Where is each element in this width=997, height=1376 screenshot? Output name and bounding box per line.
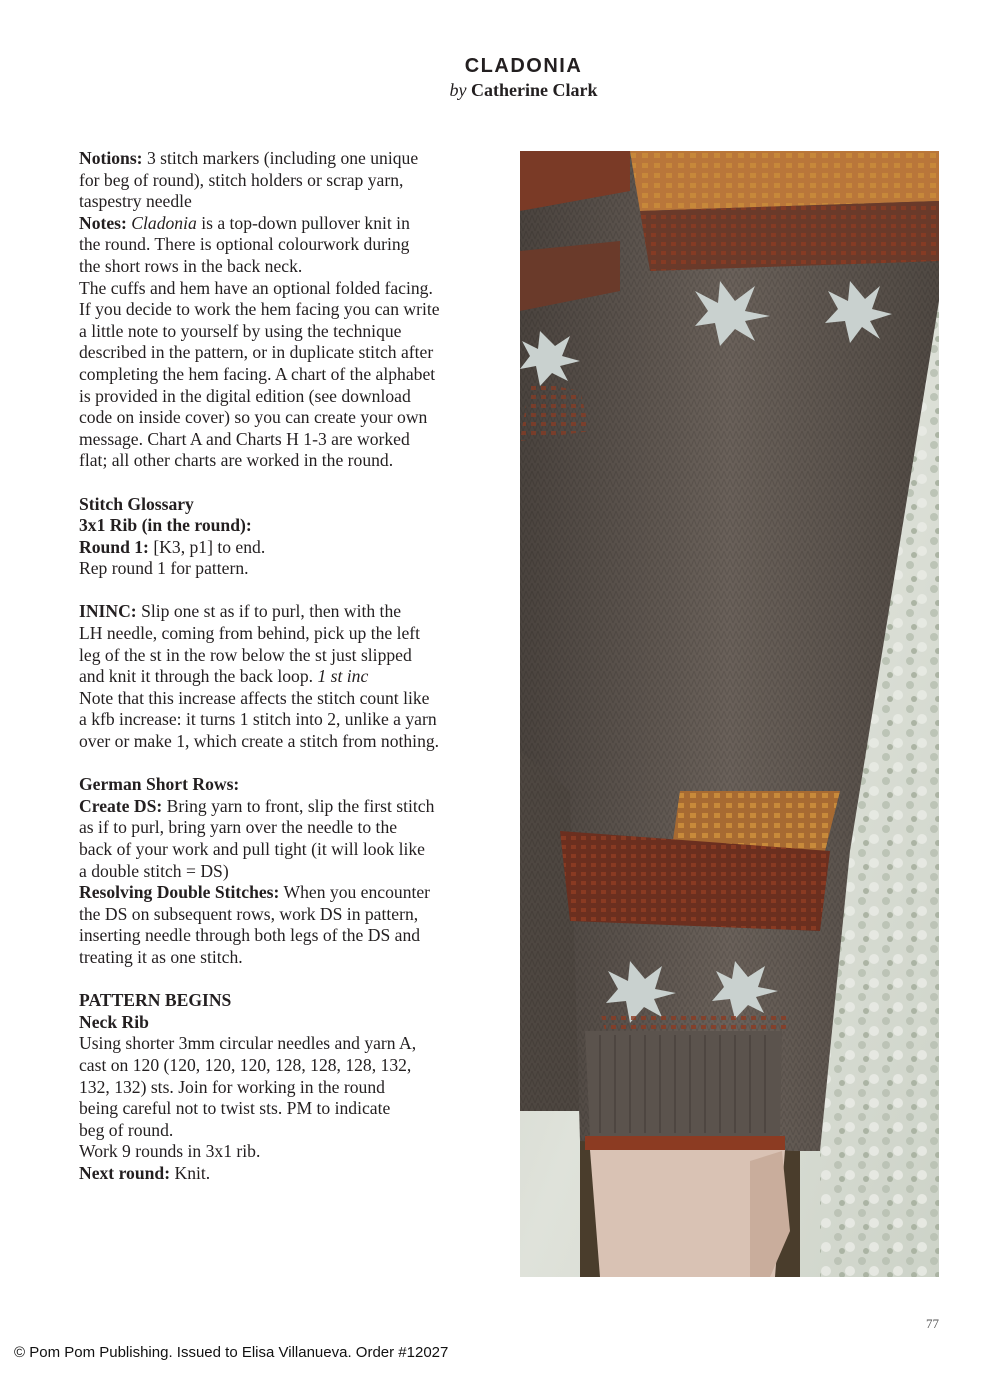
by-word: by: [449, 80, 467, 100]
round1-line: Round 1: [K3, p1] to end.: [79, 536, 266, 557]
text-line: LH needle, coming from behind, pick up the left: [79, 623, 421, 644]
pattern-begins-heading: PATTERN BEGINS: [79, 990, 232, 1011]
notes-label: Notes:: [79, 212, 127, 233]
text-line: Note that this increase affects the stitch count like: [79, 687, 430, 708]
notions-label: Notions:: [79, 148, 143, 168]
text-line: the short rows in the back neck.: [79, 255, 303, 276]
text-line: a double stitch = DS): [79, 860, 229, 881]
text-line: for beg of round), stitch holders or scrap yarn,: [79, 169, 404, 190]
text-line: over or make 1, which create a stitch from nothing.: [79, 731, 440, 752]
text-line: being careful not to twist sts. PM to indicate: [79, 1098, 391, 1119]
text-line: leg of the st in the row below the st just slipped: [79, 644, 412, 665]
page-number: 77: [926, 1316, 939, 1331]
ininc-last-line: and knit it through the back loop. 1 st inc: [79, 666, 369, 687]
text-line: as if to purl, bring yarn over the needle to the: [79, 817, 398, 838]
text-line: taspestry needle: [79, 191, 192, 212]
text-line: a kfb increase: it turns 1 stitch into 2, unlike a yarn: [79, 709, 437, 730]
next-round-line: Next round: Knit.: [79, 1162, 211, 1183]
create-ds-line: Create DS: Bring yarn to front, slip the first stitch: [79, 795, 435, 816]
text-line: code on inside cover) so you can create your own: [79, 407, 428, 428]
ininc-first-line: ININC: Slip one st as if to purl, then with the: [79, 601, 402, 622]
text-line: Using shorter 3mm circular needles and yarn A,: [79, 1033, 417, 1054]
text-line: the round. There is optional colourwork during: [79, 234, 410, 255]
text-line: cast on 120 (120, 120, 120, 128, 128, 128, 132,: [79, 1054, 412, 1075]
text-line: 132, 132) sts. Join for working in the round: [79, 1076, 385, 1097]
text-line: flat; all other charts are worked in the round.: [79, 450, 394, 471]
glossary-heading: Stitch Glossary: [79, 493, 194, 514]
text-line: described in the pattern, or in duplicate stitch after: [79, 342, 434, 363]
text-line: back of your work and pull tight (it will look like: [79, 839, 425, 859]
byline: [50, 79, 997, 101]
text-line: treating it as one stitch.: [79, 946, 243, 967]
rib-heading: 3x1 Rib (in the round):: [79, 515, 252, 536]
text-line: inserting needle through both legs of the DS and: [79, 925, 421, 946]
page-header: [0, 54, 997, 101]
sweater-sleeve-photo: [520, 151, 939, 1277]
ininc-label: ININC:: [79, 601, 137, 622]
text-line: is provided in the digital edition (see download: [79, 385, 411, 406]
notions-first-line: Notions: 3 stitch markers (including one unique: [79, 148, 419, 168]
text-line: message. Chart A and Charts H 1-3 are worked: [79, 428, 410, 449]
text-line: a little note to yourself by using the technique: [79, 320, 402, 341]
neck-rib-heading: Neck Rib: [79, 1011, 149, 1032]
text-line: If you decide to work the hem facing you can write: [79, 299, 440, 320]
text-line: beg of round.: [79, 1119, 174, 1140]
author-name: Catherine Clark: [471, 80, 598, 100]
rep-line: Rep round 1 for pattern.: [79, 558, 249, 579]
copyright-notice: © Pom Pom Publishing. Issued to Elisa Villanueva. Order #12027: [14, 1344, 449, 1361]
text-line: the DS on subsequent rows, work DS in pattern,: [79, 903, 419, 924]
text-line: The cuffs and hem have an optional folded facing.: [79, 277, 433, 298]
text-line: Work 9 rounds in 3x1 rib.: [79, 1141, 261, 1162]
pattern-title: CLADONIA: [464, 55, 583, 77]
pattern-name-italic: Cladonia: [131, 212, 197, 233]
text-line: completing the hem facing. A chart of the alphabet: [79, 363, 436, 384]
text-column: [79, 148, 509, 1185]
short-rows-heading: German Short Rows:: [79, 774, 240, 795]
notes-first-line: Notes: Cladonia is a top-down pullover knit in: [79, 212, 410, 233]
resolve-ds-line: Resolving Double Stitches: When you encounter: [79, 882, 431, 903]
